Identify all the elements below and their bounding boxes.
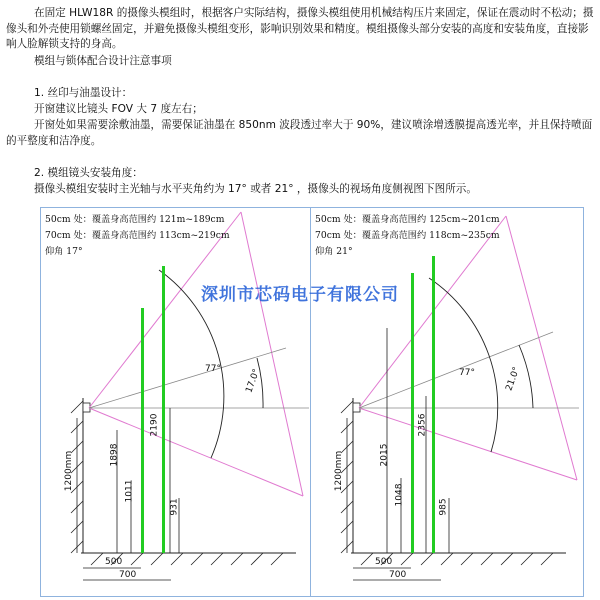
section-1-heading: 1. 丝印与油墨设计： — [34, 87, 133, 99]
height-near-bottom-label: 1011 — [124, 479, 135, 503]
section-2-heading: 2. 模组镜头安装角度： — [34, 167, 143, 179]
legend-line-50cm: 50cm 处：覆盖身高范围约 125cm~201cm — [315, 214, 500, 225]
intro-paragraph: 在固定 HLW18R 的摄像头模组时，根据客户实际结构，摄像头模组使用机械结构压片来固定，保证在震动时不松动；摄像头和外壳使用锁螺丝固定，并避免摄像头模组变形，影响识别效果和精度。模组摄像头部分安装的高度和安装角度，直接影响人脸解锁支持的身高。 — [6, 7, 594, 50]
legend-17 — [45, 212, 230, 260]
diagram-21-svg — [311, 208, 583, 596]
height-near-top-label: 1898 — [109, 443, 120, 467]
distance-near-label: 500 — [375, 557, 393, 567]
height-far-bottom-label: 985 — [438, 498, 449, 516]
diagram-17-degree — [40, 207, 314, 597]
tilt-label: 21.0° — [504, 365, 523, 393]
company-watermark: 深圳市芯码电子有限公司 — [201, 285, 399, 305]
height-bar-near — [411, 273, 414, 553]
height-total-label: 1200mm — [334, 450, 345, 492]
section-title: 模组与锁体配合设计注意事项 — [34, 55, 172, 67]
section-1-line-1: 开窗建议比镜头 FOV 大 7 度左右； — [34, 103, 203, 115]
height-near-bottom-label: 1048 — [394, 483, 405, 507]
height-far-top-label: 2356 — [417, 413, 428, 437]
height-total-label: 1200mm — [64, 450, 75, 492]
distance-far-label: 700 — [389, 570, 407, 580]
fov-label: 77° — [459, 368, 475, 378]
legend-line-angle: 仰角 21° — [315, 246, 353, 257]
tilt-arc — [519, 345, 533, 408]
legend-line-angle: 仰角 17° — [45, 246, 83, 257]
tilt-arc — [257, 358, 263, 408]
legend-line-70cm: 70cm 处：覆盖身高范围约 118cm~235cm — [315, 230, 500, 241]
height-far-bottom-label: 931 — [169, 498, 180, 516]
axis-lines — [89, 348, 309, 408]
section-1-line-2: 开窗处如果需要涂敷油墨，需要保证油墨在 850nm 波段透过率大于 90%，建议喷涂增透膜提高透光率，并且保持喷面的平整度和洁净度。 — [6, 119, 593, 147]
legend-line-50cm: 50cm 处：覆盖身高范围约 121m~189cm — [45, 214, 225, 225]
section-2-line-1: 摄像头模组安装时主光轴与水平夹角约为 17° 或者 21° ，摄像头的视场角度侧视图下图所示。 — [34, 183, 477, 195]
height-bar-far — [162, 266, 165, 553]
fov-label: 77° — [205, 364, 221, 374]
legend-line-70cm: 70cm 处：覆盖身高范围约 113cm~219cm — [45, 230, 230, 241]
height-near-top-label: 2015 — [379, 443, 390, 467]
diagram-17-svg — [41, 208, 313, 596]
distance-far-label: 700 — [119, 570, 137, 580]
tilt-label: 17.0° — [244, 367, 263, 395]
diagram-21-degree — [310, 207, 584, 597]
legend-21 — [315, 212, 500, 260]
distance-near-label: 500 — [105, 557, 123, 567]
height-bar-near — [141, 308, 144, 553]
height-far-top-label: 2190 — [149, 413, 160, 437]
